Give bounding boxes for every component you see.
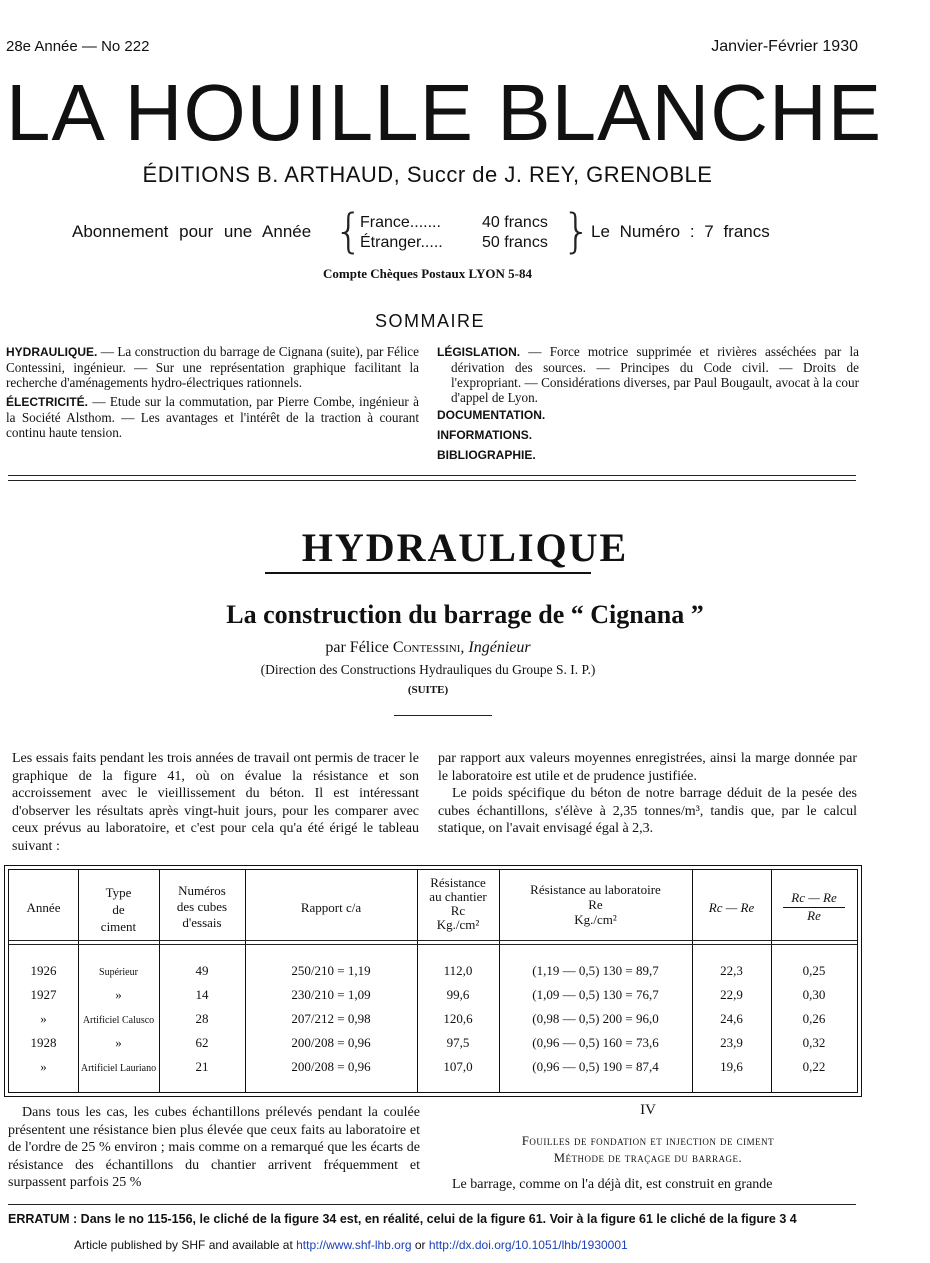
byline-prefix: par Félice <box>325 639 393 656</box>
single-issue-price: Le Numéro : 7 francs <box>591 222 770 241</box>
cell-re: (1,19 — 0,5) 130 = 89,7 <box>532 963 659 978</box>
paragraph: Le barrage, comme on l'a déjà dit, est construit en grande <box>452 1177 773 1192</box>
cell-rc: 97,5 <box>446 1035 470 1050</box>
cell-type: Artificiel Lauriano <box>80 1063 157 1074</box>
cell-type: » <box>115 1035 122 1050</box>
section-underline <box>265 572 591 574</box>
separator-rule <box>8 475 856 476</box>
footer-text: Article published by SHF and available at <box>74 1238 297 1252</box>
cell-ratio: 0,30 <box>802 987 826 1002</box>
sommaire-entry-electricite <box>6 394 419 440</box>
cell-diff: 22,9 <box>720 987 743 1002</box>
title-rule <box>394 715 492 716</box>
header-rule <box>9 940 857 941</box>
author-name: Contessini <box>392 639 461 656</box>
article-title: La construction du barrage de “ Cignana ” <box>226 600 704 629</box>
chapter-number: IV <box>640 1102 656 1118</box>
postal-account: Compte Chèques Postaux LYON 5-84 <box>323 266 532 281</box>
cell-re: (0,96 — 0,5) 190 = 87,4 <box>532 1059 659 1074</box>
col-header-labo: Résistance au laboratoire Re Kg./cm² <box>530 882 661 927</box>
cell-annee: 1927 <box>30 987 57 1002</box>
sommaire-entry-documentation <box>437 407 859 423</box>
cell-rapport: 207/212 = 0,98 <box>291 1011 371 1026</box>
cell-type: Supérieur <box>99 967 138 978</box>
body-column-right-bottom <box>438 1176 858 1194</box>
subscription-prices <box>360 213 548 253</box>
subscription-label: Abonnement pour une Année <box>72 222 312 241</box>
col-header-type: Type de ciment <box>100 885 137 934</box>
col-header-diff: Rc — Re <box>708 900 755 915</box>
byline <box>0 639 856 657</box>
cell-ratio: 0,26 <box>802 1011 826 1026</box>
issue-number: 28e Année — No 222 <box>6 38 150 55</box>
cell-type: Artificiel Calusco <box>82 1015 155 1026</box>
cell-diff: 24,6 <box>720 1011 743 1026</box>
france-price: 40 francs <box>482 214 548 231</box>
cell-rapport: 250/210 = 1,19 <box>291 963 371 978</box>
cell-ratio: 0,32 <box>802 1035 826 1050</box>
chapter-heading-line: Fouilles de fondation et injection de ciment <box>521 1134 775 1148</box>
entry-label: ÉLECTRICITÉ. <box>6 395 89 409</box>
entry-label: DOCUMENTATION. <box>437 408 546 422</box>
suite-label: (SUITE) <box>407 684 449 696</box>
cell-rc: 107,0 <box>443 1059 473 1074</box>
footer-text: or <box>411 1238 429 1252</box>
publisher-line: ÉDITIONS B. ARTHAUD, Succr de J. REY, GRENOBLE <box>142 162 713 187</box>
ratio-numerator: Rc — Re <box>783 890 845 908</box>
cell-diff: 19,6 <box>720 1059 743 1074</box>
chapter-heading-line: Méthode de traçage du barrage. <box>553 1151 743 1165</box>
entry-text: — Etude sur la commutation, par Pierre Combe, ingénieur à la Société Alsthom. — Les avantages et l'intérêt de la traction à courant continu haute tension. <box>6 394 419 440</box>
col-header-numeros: Numéros des cubes d'essais <box>176 883 228 930</box>
entry-text: — La construction du barrage de Cignana (suite), par Félice Contessini, ingénieur. — Sur une représentation graphique facilitant la recherche d'aménagements hydro-électriques rationnels. <box>6 344 419 390</box>
body-column-left <box>12 750 419 855</box>
cell-rapport: 200/208 = 0,96 <box>291 1035 371 1050</box>
header-rule <box>9 944 857 945</box>
body-column-left-bottom <box>8 1104 420 1192</box>
ratio-denominator: Re <box>807 908 821 923</box>
entry-label: BIBLIOGRAPHIE. <box>437 448 536 462</box>
sommaire-right-column <box>437 344 859 467</box>
sommaire-entry-informations <box>437 427 859 443</box>
entry-label: INFORMATIONS. <box>437 428 533 442</box>
cell-num: 14 <box>195 987 209 1002</box>
cell-num: 21 <box>195 1059 209 1074</box>
cell-num: 49 <box>195 963 209 978</box>
cell-annee: 1928 <box>30 1035 57 1050</box>
etranger-label: Étranger..... <box>360 234 443 251</box>
sommaire-left-column <box>6 344 419 444</box>
etranger-price: 50 francs <box>482 234 548 251</box>
cell-num: 28 <box>195 1011 209 1026</box>
cell-diff: 23,9 <box>720 1035 743 1050</box>
sommaire-heading: SOMMAIRE <box>374 311 485 331</box>
cell-ratio: 0,25 <box>802 963 826 978</box>
cell-diff: 22,3 <box>720 963 743 978</box>
entry-label: HYDRAULIQUE. <box>6 345 98 359</box>
entry-text: — Force motrice supprimée et rivières asséchées par la dérivation des sources. — Principes du Code civil. — Droits de l'expropriant. — Considérations diverses, par Paul Bougault, avocat à la cour d'appel de Lyon. <box>451 344 859 405</box>
cell-rapport: 230/210 = 1,09 <box>291 987 371 1002</box>
paragraph: par rapport aux valeurs moyennes enregistrées, ainsi la marge donnée par le laboratoire est utile et de prudence justifiée. <box>438 751 857 784</box>
left-brace: { <box>334 204 364 258</box>
paragraph: Dans tous les cas, les cubes échantillons prélevés pendant la coulée présentent une résistance bien plus élevée que ceux faits au laboratoire et de l'ordre de 25 % environ ; mais comme on a remarqué que les écarts de résistance des échantillons du chantier arrivent fréquemment et surpassent parfois 25 % <box>8 1105 420 1190</box>
france-label: France....... <box>360 214 441 231</box>
section-heading: HYDRAULIQUE <box>301 525 629 570</box>
cell-rapport: 200/208 = 0,96 <box>291 1059 371 1074</box>
col-header-ratio <box>771 890 857 923</box>
cell-annee: » <box>40 1011 47 1026</box>
sommaire-entry-hydraulique <box>6 344 419 390</box>
shf-link[interactable]: http://www.shf-lhb.org <box>296 1238 412 1252</box>
issue-date: Janvier-Février 1930 <box>711 38 858 55</box>
erratum-note: ERRATUM : Dans le no 115-156, le cliché de la figure 34 est, en réalité, celui de la figure 61. Voir à la figure 61 le cliché de la figure 3 4 <box>8 1212 797 1226</box>
cell-re: (0,98 — 0,5) 200 = 96,0 <box>532 1011 659 1026</box>
erratum-rule <box>8 1204 856 1205</box>
resistance-table <box>8 869 858 1093</box>
journal-title: LA HOUILLE BLANCHE <box>6 68 883 157</box>
cell-rc: 112,0 <box>443 963 473 978</box>
doi-link[interactable]: http://dx.doi.org/10.1051/lhb/1930001 <box>428 1238 628 1252</box>
sommaire-entry-legislation <box>437 344 859 405</box>
cell-rc: 99,6 <box>446 987 470 1002</box>
separator-rule <box>8 480 856 481</box>
author-role: , Ingénieur <box>460 639 531 656</box>
chapter-heading <box>438 1133 858 1167</box>
paragraph: Les essais faits pendant les trois années de travail ont permis de tracer le graphique de la figure 41, où on évalue la résistance et son accroissement avec le vieillissement du béton. Il est intéressant d'observer les résultats après vingt-huit jours, pour les comparer avec ceux prévus au laboratoire, et c'est pour cela qu'a été érigé le tableau suivant : <box>12 751 419 854</box>
col-header-rapport: Rapport c/a <box>300 900 362 915</box>
col-header-chantier: Résistance au chantier Rc Kg./cm² <box>429 875 487 932</box>
cell-ratio: 0,22 <box>802 1059 826 1074</box>
cell-re: (0,96 — 0,5) 160 = 73,6 <box>532 1035 659 1050</box>
body-column-right <box>438 750 857 838</box>
sommaire-entry-bibliographie <box>437 447 859 463</box>
cell-rc: 120,6 <box>443 1011 473 1026</box>
right-brace: } <box>562 204 592 258</box>
cell-num: 62 <box>195 1035 209 1050</box>
col-header-annee: Année <box>26 900 61 915</box>
paragraph: Le poids spécifique du béton de notre barrage déduit de la pesée des cubes échantillons, s'élève à 2,35 tonnes/m³, tandis que, par le calcul statique, on l'avait envisagé égal à 2,3. <box>438 786 857 836</box>
affiliation: (Direction des Constructions Hydrauliques du Groupe S. I. P.) <box>260 662 596 677</box>
cell-annee: 1926 <box>30 963 57 978</box>
cell-re: (1,09 — 0,5) 130 = 76,7 <box>532 987 659 1002</box>
entry-label: LÉGISLATION. <box>437 345 521 359</box>
cell-type: » <box>115 987 122 1002</box>
footer-note <box>74 1238 628 1252</box>
cell-annee: » <box>40 1059 47 1074</box>
